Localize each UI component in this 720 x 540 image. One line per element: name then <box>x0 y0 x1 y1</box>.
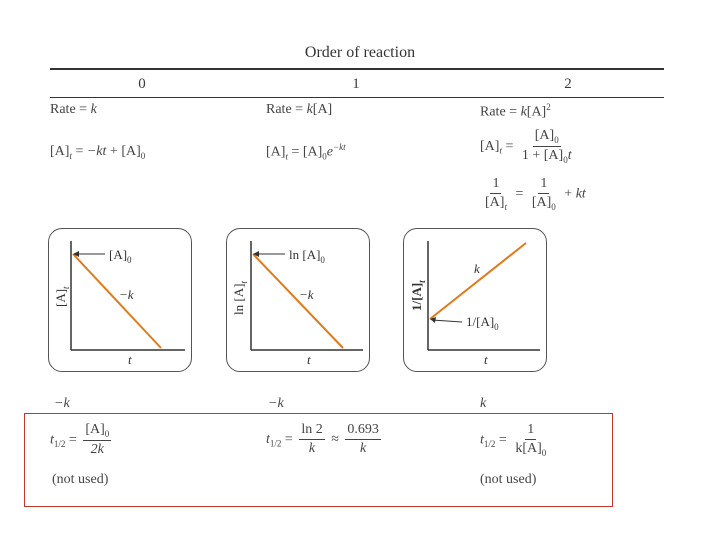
top-rule <box>50 68 664 70</box>
half-life-first <box>266 422 384 457</box>
order-zero-header: 0 <box>138 76 146 92</box>
rate-exponent: 2 <box>546 102 551 112</box>
denominator <box>513 440 548 458</box>
half-life-zero <box>50 422 114 458</box>
intercept-label: $[A]_0$ <box>109 247 132 265</box>
integrated-zero <box>50 144 145 161</box>
slope-label: −k <box>119 287 134 302</box>
rate-concentration: [A] <box>312 102 333 117</box>
fraction-ln2 <box>299 422 324 457</box>
rate-law-first <box>266 102 332 118</box>
rate-concentration: [A] <box>526 104 547 120</box>
sub-0: 0 <box>554 134 559 145</box>
denominator <box>520 147 574 165</box>
rate-prefix: Rate = <box>480 104 521 120</box>
denominator <box>483 194 509 212</box>
order-two-header: 2 <box>564 76 572 92</box>
plot-zero-order <box>48 228 192 372</box>
plus: + <box>106 144 122 159</box>
slope-label: −k <box>299 287 314 302</box>
y-label: $1/[A]_t$ <box>409 280 427 311</box>
plot-second-order <box>403 228 547 372</box>
sub-0: 0 <box>563 154 568 165</box>
fraction <box>83 422 111 458</box>
sub-0: 0 <box>322 151 327 162</box>
euler-e: e <box>326 144 334 160</box>
order-one-header: 1 <box>352 76 360 92</box>
rate-law-second <box>480 102 551 121</box>
equals: = <box>511 186 527 202</box>
numerator <box>83 422 111 441</box>
t-symbol: t <box>480 432 484 448</box>
fraction-left <box>483 176 509 212</box>
slope-zero: −k <box>54 396 70 411</box>
data-line <box>430 243 526 319</box>
t-symbol: t <box>50 432 54 448</box>
not-used-zero: (not used) <box>52 472 109 487</box>
conc-0: [A] <box>85 422 105 437</box>
fraction-0693 <box>345 422 381 457</box>
intercept-label: $\ln [A]_0$ <box>289 247 325 265</box>
den-text: 1 + [A] <box>521 148 564 164</box>
plot-first-svg <box>227 229 369 371</box>
x-label: t <box>307 352 311 367</box>
equals: = <box>501 138 517 154</box>
numerator <box>533 128 561 147</box>
conc-t: [A] <box>480 138 500 154</box>
conc-0: [A] <box>531 195 552 211</box>
conc-0: [A] <box>121 144 141 159</box>
integrated-first <box>266 142 346 161</box>
not-used-second: (not used) <box>480 472 537 487</box>
integrated-second-b <box>480 176 586 212</box>
rate-prefix: Rate = <box>266 102 307 117</box>
integrated-second-a <box>480 128 577 165</box>
fraction <box>513 422 548 458</box>
denominator <box>530 194 558 212</box>
x-label: t <box>128 352 132 367</box>
plot-second-svg <box>404 229 546 371</box>
sub-0: 0 <box>541 447 547 458</box>
equals: = <box>71 144 87 159</box>
conc-0: [A] <box>534 128 555 143</box>
fraction <box>520 128 574 165</box>
rate-law-zero <box>50 102 97 118</box>
equals: = <box>281 431 297 447</box>
sub-half: 1/2 <box>483 439 496 450</box>
approx: ≈ <box>327 431 343 447</box>
sub-0: 0 <box>140 150 146 161</box>
sub-half: 1/2 <box>269 438 282 449</box>
equals: = <box>287 144 303 160</box>
data-line <box>253 254 343 348</box>
rate-constant: k <box>90 102 97 117</box>
table-title: Order of reaction <box>304 44 416 61</box>
data-line <box>73 254 161 348</box>
numerator: 1 <box>525 422 536 440</box>
denominator: 2k <box>90 442 104 458</box>
denominator: k <box>308 441 316 457</box>
intercept-label: $1/[A]_0$ <box>466 314 499 332</box>
plot-zero-svg <box>49 229 191 371</box>
numerator: 1 <box>490 176 501 194</box>
sub-0: 0 <box>104 428 110 439</box>
rate-prefix: Rate = <box>50 102 91 117</box>
header-rule <box>50 97 664 98</box>
conc-t: [A] <box>266 144 286 160</box>
numerator: 1 <box>538 176 549 194</box>
t-symbol: t <box>266 431 270 447</box>
fraction-right <box>530 176 558 212</box>
kt: kt <box>575 186 586 202</box>
exp-neg-kt: −kt <box>333 142 346 152</box>
equals: = <box>495 432 511 448</box>
plot-first-order <box>226 228 370 372</box>
x-label: t <box>484 352 488 367</box>
slope-label: k <box>474 261 480 276</box>
sub-t: t <box>499 145 502 156</box>
denominator: k <box>360 441 367 457</box>
plus: + <box>560 186 576 202</box>
sub-0: 0 <box>551 201 556 212</box>
den-text: k[A] <box>515 441 542 457</box>
rate-constant: k <box>306 102 313 117</box>
y-label: $\ln [A]_t$ <box>231 281 249 315</box>
conc-t: [A] <box>485 195 505 211</box>
intercept-arrow <box>432 320 462 322</box>
sub-t: t <box>504 201 507 212</box>
den-t: t <box>567 148 572 164</box>
neg-kt: −kt <box>86 144 107 159</box>
equals: = <box>65 432 81 448</box>
conc-t: [A] <box>50 144 70 159</box>
slope-second: k <box>480 396 487 411</box>
numerator: ln 2 <box>299 422 324 440</box>
sub-half: 1/2 <box>53 439 66 450</box>
numerator: 0.693 <box>345 422 381 440</box>
rate-constant: k <box>520 104 527 120</box>
slope-first: −k <box>268 396 284 411</box>
conc-0: [A] <box>302 144 323 160</box>
sub-t: t <box>69 150 72 161</box>
sub-t: t <box>285 151 288 162</box>
half-life-second <box>480 422 551 458</box>
y-label: $[A]_t$ <box>53 286 71 307</box>
